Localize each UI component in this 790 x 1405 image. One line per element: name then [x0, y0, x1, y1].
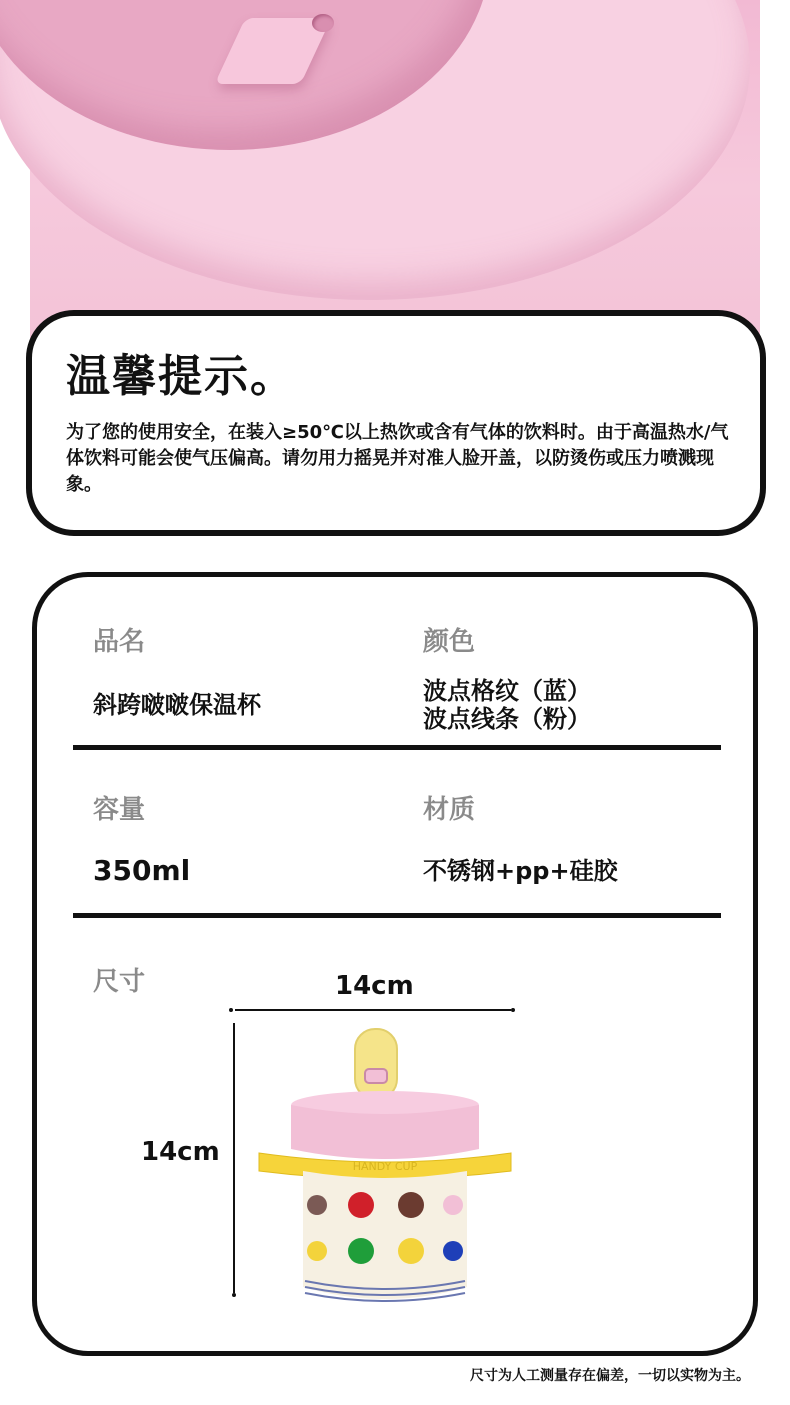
warning-notice-card — [26, 310, 766, 536]
notice-title: 温馨提示。 — [66, 351, 296, 402]
color-value-1: 波点格纹（蓝） — [423, 677, 591, 705]
dimension-tick — [229, 1008, 233, 1012]
divider — [73, 913, 721, 918]
width-dimension-line — [235, 1009, 511, 1011]
width-dimension: 14cm — [335, 971, 414, 1001]
cup-body — [303, 1171, 467, 1299]
polka-dot — [307, 1241, 327, 1261]
polka-dot — [443, 1241, 463, 1261]
size-label: 尺寸 — [93, 967, 146, 997]
height-dimension-line — [233, 1023, 235, 1293]
product-hero-image — [0, 0, 790, 340]
capacity-value: 350ml — [93, 854, 191, 887]
dimension-tick — [232, 1293, 236, 1297]
brand-text: HANDY CUP — [352, 1160, 418, 1173]
pink-lid-closeup — [30, 0, 760, 340]
capacity-label: 容量 — [93, 795, 146, 825]
handle — [355, 1029, 397, 1099]
measurement-note: 尺寸为人工测量存在偏差，一切以实物为主。 — [470, 1368, 750, 1384]
polka-dot — [348, 1192, 374, 1218]
divider — [73, 745, 721, 750]
height-dimension: 14cm — [141, 1137, 220, 1167]
polka-dot — [348, 1238, 374, 1264]
name-value: 斜跨啵啵保温杯 — [93, 691, 261, 719]
dimension-tick — [511, 1008, 515, 1012]
cup-illustration — [255, 1025, 515, 1315]
color-label: 颜色 — [423, 627, 476, 657]
polka-dot — [443, 1195, 463, 1215]
polka-dot — [398, 1192, 424, 1218]
lid-vent-hole — [312, 14, 334, 32]
handle-button — [365, 1069, 387, 1083]
polka-dot — [307, 1195, 327, 1215]
polka-dot — [398, 1238, 424, 1264]
material-label: 材质 — [423, 795, 476, 825]
notice-body: 为了您的使用安全，在装入≥50℃以上热饮或含有气体的饮料时。由于高温热水/气体饮料可能会使气压偏高。请勿用力摇晃并对准人脸开盖，以防烫伤或压力喷溅现象。 — [66, 422, 729, 495]
name-label: 品名 — [93, 627, 146, 657]
material-value: 不锈钢+pp+硅胶 — [423, 857, 618, 885]
spec-card — [32, 572, 758, 1356]
color-value-2: 波点线条（粉） — [423, 705, 591, 733]
